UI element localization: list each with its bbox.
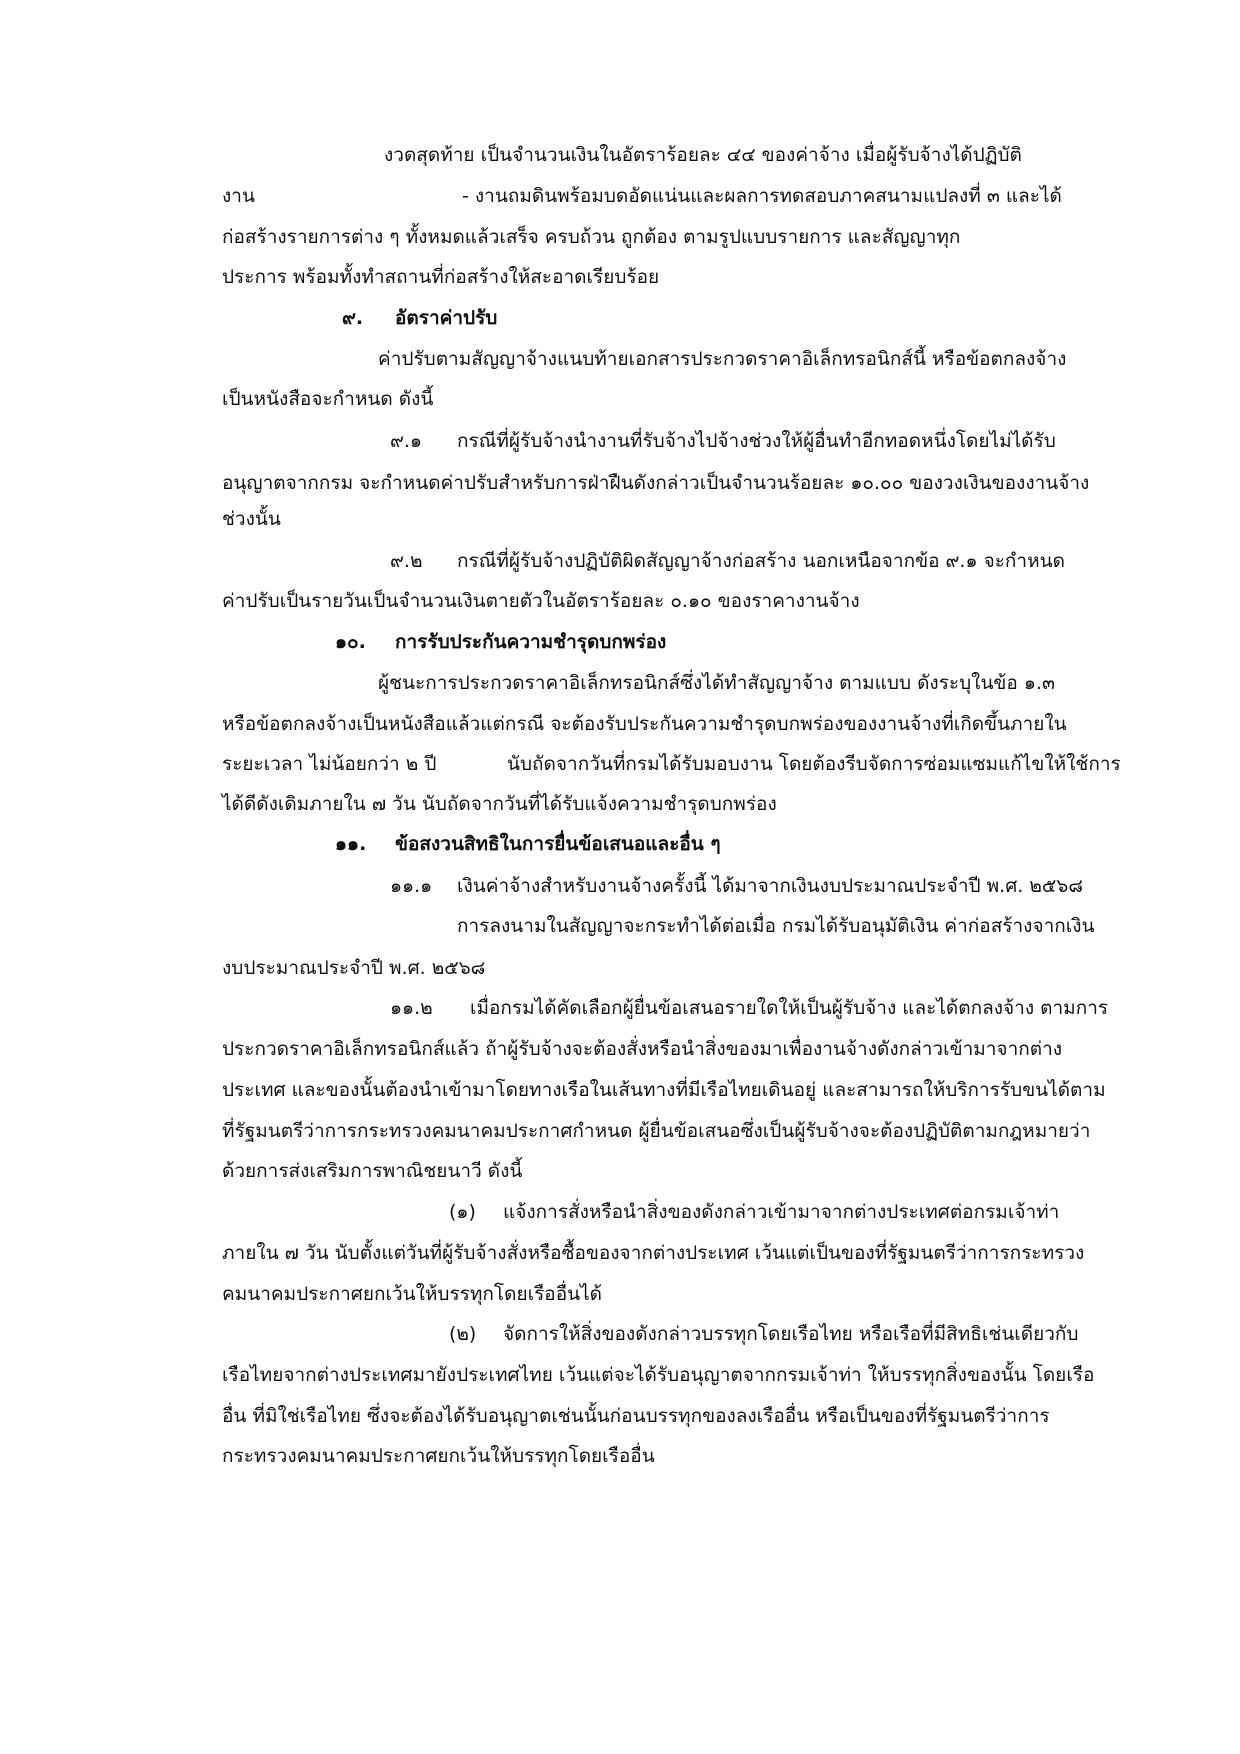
paragraph-line: นับถัดจากวันที่กรมได้รับมอบงาน โดยต้องรีบจัดการซ่อมแซมแก้ไขให้ใช้การ: [507, 753, 1121, 775]
item-number: (๒): [449, 1323, 477, 1345]
paragraph-line: เป็นหนังสือจะกำหนด ดังนี้: [222, 388, 434, 410]
paragraph-line: ก่อสร้างรายการต่าง ๆ ทั้งหมดแล้วเสร็จ ครบถ้วน ถูกต้อง ตามรูปแบบรายการ และสัญญาทุก: [222, 226, 961, 248]
paragraph-line: งาน: [222, 185, 255, 207]
paragraph-line: ได้ดีดังเดิมภายใน ๗ วัน นับถัดจากวันที่ได้รับแจ้งความชำรุดบกพร่อง: [222, 793, 777, 815]
clause-number: ๑๑.๒: [390, 997, 433, 1019]
paragraph-line: ระยะเวลา ไม่น้อยกว่า ๒ ปี: [222, 753, 437, 775]
section-number: ๙.: [342, 307, 364, 329]
section-heading: อัตราค่าปรับ: [395, 307, 498, 329]
clause-number: ๙.๒: [390, 550, 423, 572]
paragraph-line: งบประมาณประจำปี พ.ศ. ๒๕๖๘: [222, 957, 486, 979]
paragraph-line: ด้วยการส่งเสริมการพาณิชยนาวี ดังนี้: [222, 1160, 523, 1182]
paragraph-line: แจ้งการสั่งหรือนำสิ่งของดังกล่าวเข้ามาจากต่างประเทศต่อกรมเจ้าท่า: [503, 1201, 1060, 1223]
paragraph-line: ผู้ชนะการประกวดราคาอิเล็กทรอนิกส์ซึ่งได้ทำสัญญาจ้าง ตามแบบ ดังระบุในข้อ ๑.๓: [378, 672, 1055, 694]
paragraph-line: กระทรวงคมนาคมประกาศยกเว้นให้บรรทุกโดยเรืออื่น: [222, 1445, 655, 1467]
paragraph-line: ภายใน ๗ วัน นับตั้งแต่วันที่ผู้รับจ้างสั่งหรือซื้อของจากต่างประเทศ เว้นแต่เป็นของที่รัฐมนตรีว่าการกระทรวง: [222, 1242, 1085, 1264]
paragraph-line: อื่น ที่มิใช่เรือไทย ซึ่งจะต้องได้รับอนุญาตเช่นนั้นก่อนบรรทุกของลงเรืออื่น หรือเป็นของที่รัฐมนตรีว่าการ: [222, 1405, 1050, 1427]
paragraph-line: หรือข้อตกลงจ้างเป็นหนังสือแล้วแต่กรณี จะต้องรับประกันความชำรุดบกพร่องของงานจ้างที่เกิดขึ้นภายใน: [222, 713, 1067, 735]
paragraph-line: การลงนามในสัญญาจะกระทำได้ต่อเมื่อ กรมได้รับอนุมัติเงิน ค่าก่อสร้างจากเงิน: [457, 915, 1095, 937]
paragraph-line: งวดสุดท้าย เป็นจำนวนเงินในอัตราร้อยละ ๔๔ ของค่าจ้าง เมื่อผู้รับจ้างได้ปฏิบัติ: [384, 144, 1022, 166]
paragraph-line: - งานถมดินพร้อมบดอัดแน่นและผลการทดสอบภาคสนามแปลงที่ ๓ และได้: [462, 185, 1062, 207]
clause-number: ๙.๑: [390, 430, 423, 452]
paragraph-line: เมื่อกรมได้คัดเลือกผู้ยื่นข้อเสนอรายใดให้เป็นผู้รับจ้าง และได้ตกลงจ้าง ตามการ: [470, 997, 1109, 1019]
paragraph-line: คมนาคมประกาศยกเว้นให้บรรทุกโดยเรืออื่นได้: [222, 1283, 602, 1305]
paragraph-line: กรณีที่ผู้รับจ้างนำงานที่รับจ้างไปจ้างช่วงให้ผู้อื่นทำอีกทอดหนึ่งโดยไม่ได้รับ: [457, 430, 1056, 452]
paragraph-line: ค่าปรับตามสัญญาจ้างแนบท้ายเอกสารประกวดราคาอิเล็กทรอนิกส์นี้ หรือข้อตกลงจ้าง: [378, 348, 1067, 370]
paragraph-line: อนุญาตจากกรม จะกำหนดค่าปรับสำหรับการฝ่าฝืนดังกล่าวเป็นจำนวนร้อยละ ๑๐.๐๐ ของวงเงินของงานจ้าง: [222, 472, 1090, 494]
paragraph-line: ประกวดราคาอิเล็กทรอนิกส์แล้ว ถ้าผู้รับจ้างจะต้องสั่งหรือนำสิ่งของมาเพื่องานจ้างดังกล่าวเข้ามาจากต่าง: [222, 1038, 1063, 1060]
section-number: ๑๑.: [335, 833, 367, 855]
paragraph-line: เรือไทยจากต่างประเทศมายังประเทศไทย เว้นแต่จะได้รับอนุญาตจากกรมเจ้าท่า ให้บรรทุกสิ่งของนั้น โดยเรือ: [222, 1364, 1095, 1386]
paragraph-line: ประเทศ และของนั้นต้องนำเข้ามาโดยทางเรือในเส้นทางที่มีเรือไทยเดินอยู่ และสามารถให้บริการรับขนได้ตาม: [222, 1079, 1106, 1101]
item-number: (๑): [449, 1201, 476, 1223]
section-heading: การรับประกันความชำรุดบกพร่อง: [395, 631, 667, 653]
paragraph-line: ช่วงนั้น: [222, 508, 281, 530]
paragraph-line: จัดการให้สิ่งของดังกล่าวบรรทุกโดยเรือไทย หรือเรือที่มีสิทธิเช่นเดียวกับ: [503, 1323, 1079, 1345]
paragraph-line: กรณีที่ผู้รับจ้างปฏิบัติผิดสัญญาจ้างก่อสร้าง นอกเหนือจากข้อ ๙.๑ จะกำหนด: [457, 550, 1065, 572]
clause-number: ๑๑.๑: [390, 875, 433, 897]
paragraph-line: ค่าปรับเป็นรายวันเป็นจำนวนเงินตายตัวในอัตราร้อยละ ๐.๑๐ ของราคางานจ้าง: [222, 590, 860, 612]
section-number: ๑๐.: [335, 631, 366, 653]
paragraph-line: ประการ พร้อมทั้งทำสถานที่ก่อสร้างให้สะอาดเรียบร้อย: [222, 266, 660, 288]
paragraph-line: เงินค่าจ้างสำหรับงานจ้างครั้งนี้ ได้มาจากเงินงบประมาณประจำปี พ.ศ. ๒๕๖๘: [457, 875, 1083, 897]
paragraph-line: ที่รัฐมนตรีว่าการกระทรวงคมนาคมประกาศกำหนด ผู้ยื่นข้อเสนอซึ่งเป็นผู้รับจ้างจะต้องปฏิบัติตามกฎหมายว่า: [222, 1120, 1091, 1142]
section-heading: ข้อสงวนสิทธิในการยื่นข้อเสนอและอื่น ๆ: [395, 833, 721, 855]
